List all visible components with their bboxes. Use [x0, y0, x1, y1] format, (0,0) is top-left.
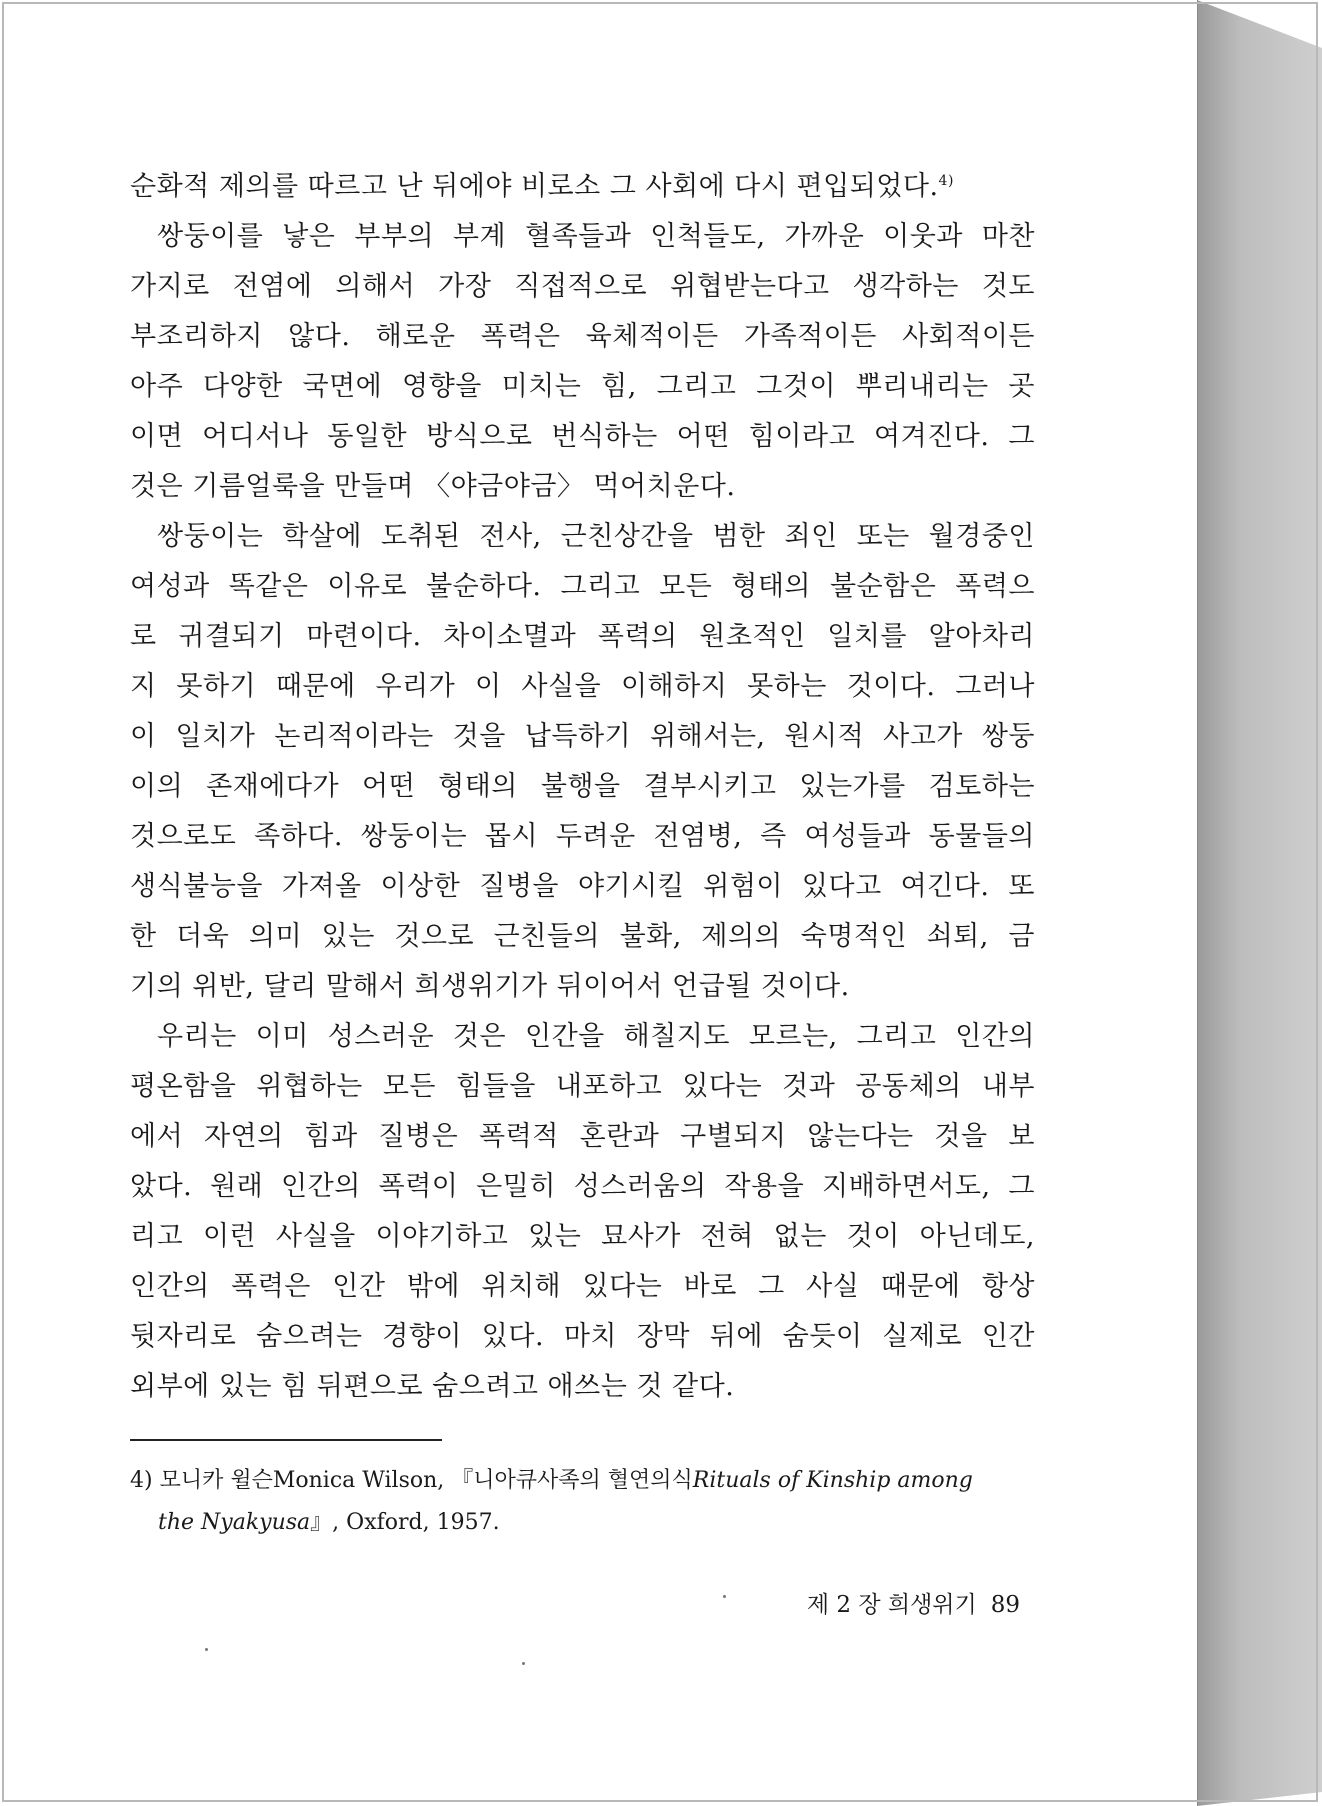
text-line: 아주 다양한 국면에 영향을 미치는 힘, 그리고 그것이 뿌리내리는 곳 [130, 371, 1035, 402]
text-line: 기의 위반, 달리 말해서 희생위기가 뒤이어서 언급될 것이다. [130, 971, 850, 1002]
page-number: 89 [990, 1592, 1020, 1618]
footnote-title-en-cont: the Nyakyusa [158, 1510, 311, 1535]
text-line: 이의 존재에다가 어떤 형태의 불행을 결부시키고 있는가를 검토하는 [130, 771, 1035, 802]
text-line: 이 일치가 논리적이라는 것을 납득하기 위해서는, 원시적 사고가 쌍둥 [130, 721, 1035, 752]
text-line: 외부에 있는 힘 뒤편으로 숨으려고 애쓰는 것 같다. [130, 1371, 735, 1402]
text-line: 것은 기름얼룩을 만들며 〈야금야금〉 먹어치운다. [130, 471, 736, 502]
text-line: 인간의 폭력은 인간 밖에 위치해 있다는 바로 그 사실 때문에 항상 [130, 1271, 1035, 1302]
text-line: 에서 자연의 힘과 질병은 폭력적 혼란과 구별되지 않는다는 것을 보 [130, 1121, 1035, 1152]
text-line: 부조리하지 않다. 해로운 폭력은 육체적이든 가족적이든 사회적이든 [130, 321, 1035, 352]
text-line: 이면 어디서나 동일한 방식으로 번식하는 어떤 힘이라고 여겨진다. 그 [130, 421, 1035, 452]
text-line: 가지로 전염에 의해서 가장 직접적으로 위협받는다고 생각하는 것도 [130, 271, 1035, 302]
image-frame [2, 2, 1318, 1802]
footnote-author-latin: Monica Wilson, [272, 1468, 445, 1493]
text-line: 생식불능을 가져올 이상한 질병을 야기시킬 위험이 있다고 여긴다. 또 [130, 871, 1035, 902]
text-line: 쌍둥이를 낳은 부부의 부계 혈족들과 인척들도, 가까운 이웃과 마찬 [157, 221, 1035, 252]
text-line: 평온함을 위협하는 모든 힘들을 내포하고 있다는 것과 공동체의 내부 [130, 1071, 1035, 1102]
text-line: 뒷자리로 숨으려는 경향이 있다. 마치 장막 뒤에 숨듯이 실제로 인간 [130, 1321, 1035, 1352]
text-line: 우리는 이미 성스러운 것은 인간을 해칠지도 모르는, 그리고 인간의 [157, 1021, 1035, 1052]
text-line: 지 못하기 때문에 우리가 이 사실을 이해하지 못하는 것이다. 그러나 [130, 671, 1035, 702]
text-line: 았다. 원래 인간의 폭력이 은밀히 성스러움의 작용을 지배하면서도, 그 [130, 1171, 1035, 1202]
text-line: 순화적 제의를 따르고 난 뒤에야 비로소 그 사회에 다시 편입되었다.$^{4)}$ [130, 171, 954, 202]
chapter-title: 제 2 장 희생위기 [806, 1592, 977, 1618]
footnote-author: 모니카 윌슨 [159, 1468, 273, 1493]
text-line: 로 귀결되기 마련이다. 차이소멸과 폭력의 원초적인 일치를 알아차리 [130, 621, 1035, 652]
footnote-reference: 4) [938, 173, 954, 189]
text-line: 리고 이런 사실을 이야기하고 있는 묘사가 전혀 없는 것이 아닌데도, [130, 1221, 1035, 1252]
text-line: 쌍둥이는 학살에 도취된 전사, 근친상간을 범한 죄인 또는 월경중인 [157, 521, 1035, 552]
footnote-title-close: 』 [310, 1510, 333, 1535]
footnote-marker: 4) [130, 1468, 153, 1493]
text-line: 여성과 똑같은 이유로 불순하다. 그리고 모든 형태의 불순함은 폭력으 [130, 571, 1035, 602]
footnote-title-en: Rituals of Kinship among [692, 1468, 973, 1493]
text-line: 것으로도 족하다. 쌍둥이는 몹시 두려운 전염병, 즉 여성들과 동물들의 [130, 821, 1035, 852]
footnote-title-ko: 『니아큐사족의 혈연의식 [451, 1468, 693, 1493]
footnote-publisher: , Oxford, 1957. [332, 1510, 500, 1535]
text-line: 한 더욱 의미 있는 것으로 근친들의 불화, 제의의 숙명적인 쇠퇴, 금 [130, 921, 1035, 952]
